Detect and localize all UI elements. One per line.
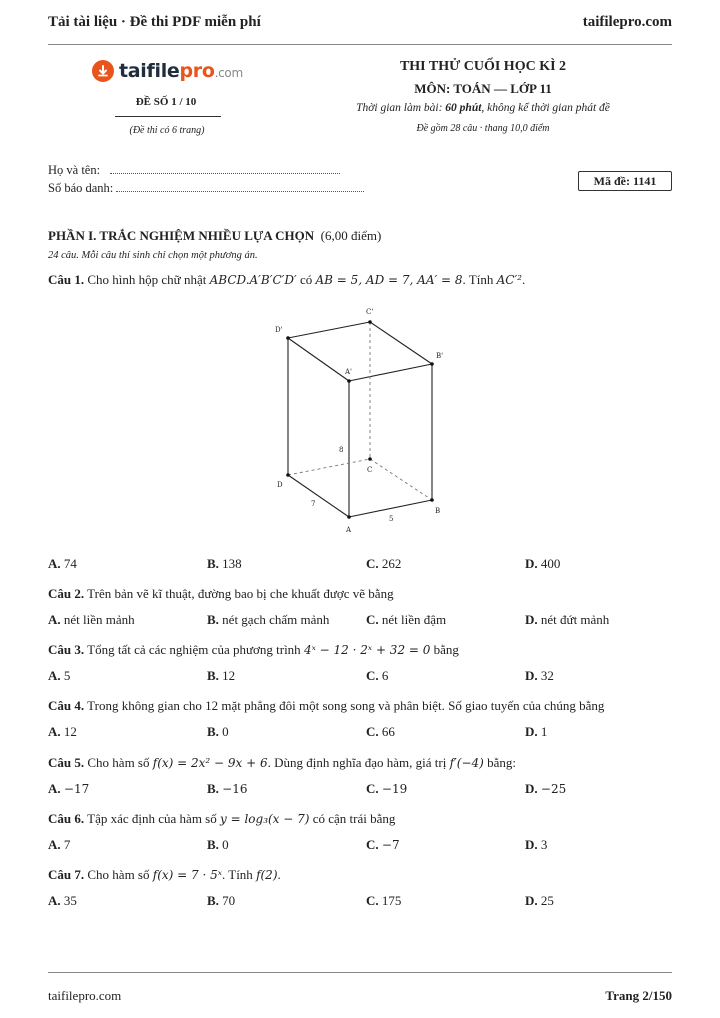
q1-option-c[interactable]: C. 262 — [366, 556, 402, 571]
edge-ad-length: 7 — [311, 500, 316, 508]
question-label: Câu 7. — [48, 867, 85, 882]
question-text: . Tính — [221, 867, 257, 882]
vertex-a-label: A — [346, 526, 352, 534]
exam-time — [330, 102, 636, 114]
q5-option-c[interactable]: C. −19 — [366, 781, 408, 796]
question-text: Trong không gian cho 12 mặt phẳng đôi một song song và phân biệt. Số giao tuyến của chúng bằng — [87, 698, 605, 713]
time-value: 60 phút — [445, 102, 482, 114]
vertex-d-label: D — [277, 481, 283, 489]
question-text: Tổng tất cả các nghiệm của phương trình — [87, 642, 304, 657]
question-label: Câu 2. — [48, 586, 85, 601]
page-number: Trang 2/150 — [605, 988, 672, 1003]
vertex-b-label: B — [435, 507, 441, 515]
name-field — [48, 163, 340, 178]
id-label: Số báo danh: — [48, 181, 114, 195]
question-text: . Tính — [462, 272, 497, 287]
q4-option-c[interactable]: C. 66 — [366, 724, 395, 739]
id-blank[interactable] — [116, 181, 364, 192]
question-label: Câu 4. — [48, 698, 85, 713]
question-text: . — [522, 272, 526, 287]
q2-option-d[interactable]: D. nét đứt mảnh — [525, 612, 610, 627]
q7-option-c[interactable]: C. 175 — [366, 893, 402, 908]
question-4 — [48, 698, 672, 714]
question-2 — [48, 586, 672, 602]
math-expr: y = log₃(x − 7) — [219, 812, 310, 826]
q3-option-d[interactable]: D. 32 — [525, 668, 554, 683]
exam-info: Đề gồm 28 câu · thang 10,0 điểm — [416, 123, 550, 134]
section-heading — [48, 228, 381, 244]
vertex-a1-label: A' — [345, 368, 352, 376]
exam-title: THI THỬ CUỐI HỌC KÌ 2 — [399, 59, 567, 74]
q3-option-a[interactable]: A. 5 — [48, 668, 71, 683]
question-text: bằng: — [483, 755, 516, 770]
question-text: . Dùng định nghĩa đạo hàm, giá trị — [267, 755, 450, 770]
q5-option-b[interactable]: B. −16 — [207, 781, 248, 796]
vertex-c1-label: C' — [366, 308, 374, 316]
site-tagline: Tải tài liệu · Đề thi PDF miễn phí — [48, 14, 261, 30]
header-divider — [48, 44, 672, 45]
question-text: Tập xác định của hàm số — [87, 811, 220, 826]
question-6 — [48, 811, 672, 827]
math-expr: f′(−4) — [449, 756, 484, 770]
q6-option-d[interactable]: D. 3 — [525, 837, 548, 852]
logo-brand: taifile — [119, 60, 180, 82]
q5-option-a[interactable]: A. −17 — [48, 781, 90, 796]
q2-option-a[interactable]: A. nét liền mảnh — [48, 612, 135, 627]
math-expr: AC′² — [496, 273, 522, 287]
site-domain[interactable]: taifilepro.com — [582, 14, 672, 30]
footer-domain[interactable]: taifilepro.com — [48, 988, 122, 1003]
q6-option-c[interactable]: C. −7 — [366, 837, 400, 852]
math-expr: f(x) = 7 · 5ˣ — [152, 868, 222, 882]
name-label: Họ và tên: — [48, 163, 101, 177]
cuboid-figure — [262, 300, 462, 540]
time-prefix: Thời gian làm bài: — [356, 102, 446, 114]
q7-option-b[interactable]: B. 70 — [207, 893, 236, 908]
question-text: bằng — [430, 642, 459, 657]
question-label: Câu 1. — [48, 272, 85, 287]
q6-option-b[interactable]: B. 0 — [207, 837, 229, 852]
q2-option-c[interactable]: C. nét liền đậm — [366, 612, 447, 627]
question-label: Câu 3. — [48, 642, 85, 657]
question-text: Cho hàm số — [87, 867, 153, 882]
logo-tld: .com — [214, 66, 243, 80]
section-points: (6,00 điểm) — [320, 228, 382, 243]
exam-number: ĐỀ SỐ 1 / 10 — [135, 96, 197, 108]
q5-option-d[interactable]: D. −25 — [525, 781, 567, 796]
vertex-b1-label: B' — [436, 352, 444, 360]
edge-ab-length: 5 — [389, 515, 394, 523]
question-5 — [48, 755, 672, 771]
exam-number-rule — [115, 116, 221, 117]
question-text: có cận trái bằng — [309, 811, 396, 826]
edge-aa-length: 8 — [339, 446, 344, 454]
q4-option-d[interactable]: D. 1 — [525, 724, 548, 739]
question-label: Câu 5. — [48, 755, 85, 770]
q6-option-a[interactable]: A. 7 — [48, 837, 71, 852]
id-field — [48, 181, 364, 196]
exam-code-box: Mã đề: 1141 — [578, 171, 672, 191]
page-count-note: (Đề thi có 6 trang) — [129, 125, 205, 136]
math-expr: f(2) — [256, 868, 278, 882]
name-blank[interactable] — [110, 163, 340, 174]
question-text: Trên bản vẽ kĩ thuật, đường bao bị che khuất được vẽ bằng — [87, 586, 394, 601]
question-3 — [48, 642, 672, 658]
q4-option-a[interactable]: A. 12 — [48, 724, 77, 739]
q1-option-d[interactable]: D. 400 — [525, 556, 561, 571]
question-text: có — [296, 272, 316, 287]
q4-option-b[interactable]: B. 0 — [207, 724, 229, 739]
section-note: 24 câu. Mỗi câu thí sinh chỉ chọn một phương án. — [48, 250, 258, 261]
question-7 — [48, 867, 672, 883]
logo-brand-accent: pro — [179, 60, 215, 82]
math-expr: ABCD.A′B′C′D′ — [209, 273, 297, 287]
question-text: . — [277, 867, 281, 882]
question-text: Cho hàm số — [87, 755, 153, 770]
vertex-c-label: C — [367, 466, 373, 474]
math-expr: AB = 5, AD = 7, AA′ = 8 — [315, 273, 463, 287]
exam-subject: MÔN: TOÁN — LỚP 11 — [414, 81, 552, 96]
q1-option-b[interactable]: B. 138 — [207, 556, 242, 571]
q7-option-d[interactable]: D. 25 — [525, 893, 554, 908]
q7-option-a[interactable]: A. 35 — [48, 893, 77, 908]
time-suffix: , không kể thời gian phát đề — [481, 102, 610, 114]
math-expr: 4ˣ − 12 · 2ˣ + 32 = 0 — [303, 643, 431, 657]
question-label: Câu 6. — [48, 811, 85, 826]
math-expr: f(x) = 2x² − 9x + 6 — [152, 756, 268, 770]
q2-option-b[interactable]: B. nét gạch chấm mảnh — [207, 612, 330, 627]
section-title: PHẦN I. TRẮC NGHIỆM NHIỀU LỰA CHỌN — [48, 228, 315, 243]
q1-option-a[interactable]: A. 74 — [48, 556, 77, 571]
vertex-d1-label: D' — [275, 326, 283, 334]
q3-option-b[interactable]: B. 12 — [207, 668, 236, 683]
question-1 — [48, 272, 672, 288]
download-icon — [92, 60, 114, 82]
question-text: Cho hình hộp chữ nhật — [87, 272, 210, 287]
q3-option-c[interactable]: C. 6 — [366, 668, 389, 683]
footer-divider — [48, 972, 672, 973]
brand-logo — [92, 60, 243, 82]
